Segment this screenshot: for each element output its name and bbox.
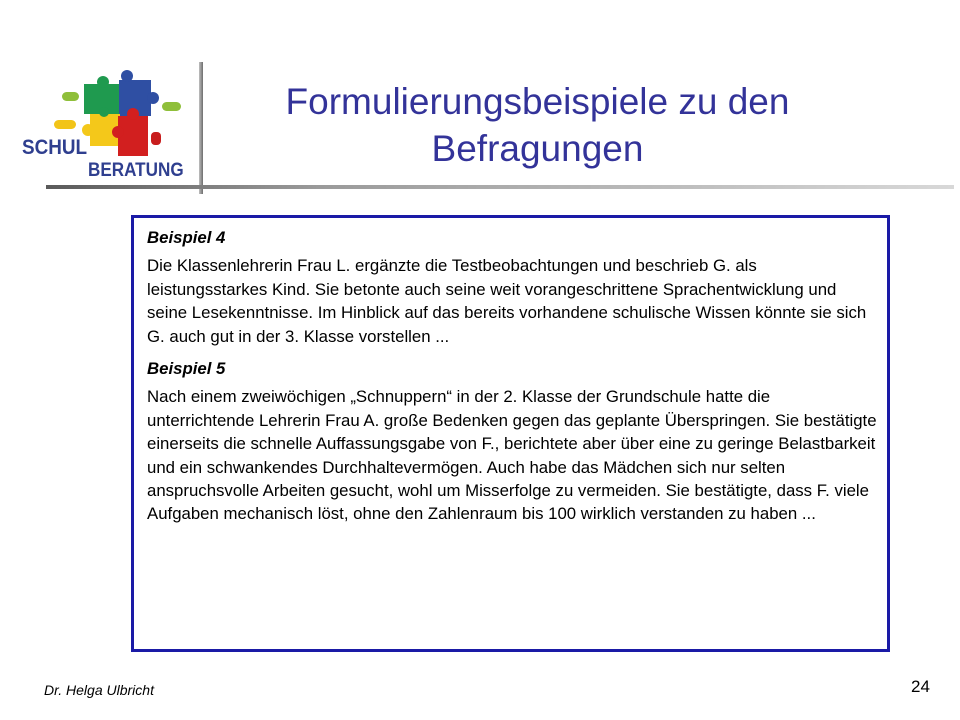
logo-text-beratung: BERATUNG	[88, 160, 184, 181]
example-5-heading: Beispiel 5	[147, 359, 226, 379]
horizontal-divider	[46, 185, 954, 189]
footer-author: Dr. Helga Ulbricht	[44, 682, 154, 698]
logo-text-schul: SCHUL	[22, 136, 88, 159]
slide-title: Formulierungsbeispiele zu den Befragungen	[285, 81, 790, 169]
vertical-divider	[199, 62, 203, 194]
page-number: 24	[911, 677, 930, 696]
example-5-text: Nach einem zweiwöchigen „Schnuppern“ in der 2. Klasse der Grundschule hatte die unterrichtende Lehrerin Frau A. große Bedenken gegen das geplante Überspringen. Sie bestätigte einerseits die schnelle Auffassungsgabe von F., berichtete aber über eine zu geringe Belastbarkeit und ein schwankendes Durchhaltevermögen. Auch habe das Mädchen sich nur selten anspruchsvolle Arbeiten gesucht, wohl um Misserfolge zu vermeiden. Sie bestätigte, dass F. viele Aufgaben mechanisch löst, ohne den Zahlenraum bis 100 wirklich verstanden zu haben ...	[147, 387, 877, 524]
example-4-heading: Beispiel 4	[147, 228, 226, 247]
examples-box	[131, 215, 890, 652]
example-4-text: Die Klassenlehrerin Frau L. ergänzte die Testbeobachtungen und beschrieb G. als leistungsstarkes Kind. Sie betonte auch seine weit vorangeschrittene Sprachentwicklung und seine Lesekenntnisse. Im Hinblick auf das bereits vorhandene schulische Wissen könnte sie sich G. auch gut in der 3. Klasse vorstellen ...	[147, 256, 867, 346]
